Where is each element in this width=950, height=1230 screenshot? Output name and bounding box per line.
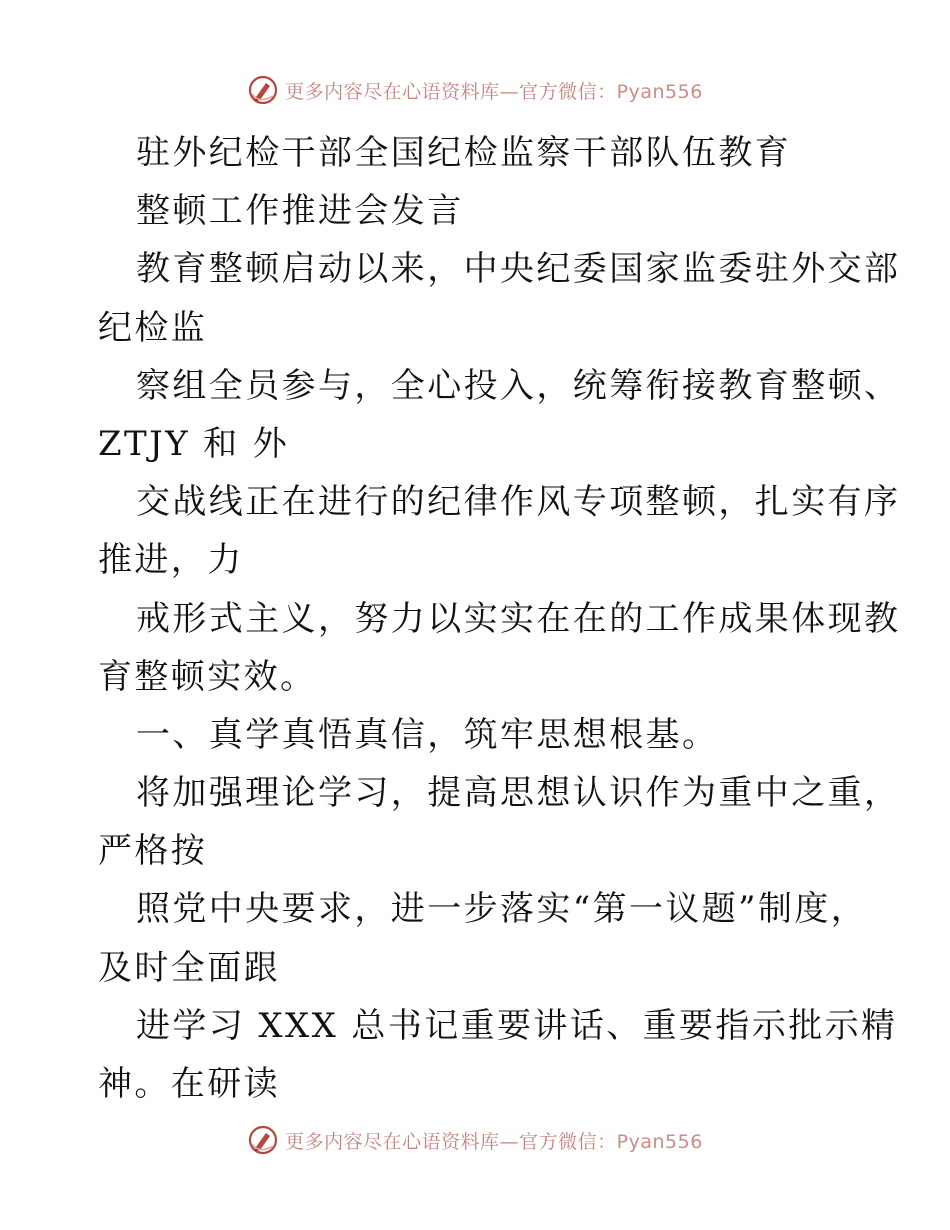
text-line: 育整顿实效。 xyxy=(98,656,317,697)
watermark-wechat-id: Pyan556 xyxy=(616,80,703,103)
watermark-text: 更多内容尽在心语资料库—官方微信： xyxy=(285,1130,617,1153)
text-line: 神。在研读 xyxy=(98,1064,280,1104)
pen-logo-icon xyxy=(247,74,279,106)
text-line: 戒形式主义，努力以实实在在的工作成果体现教 xyxy=(136,598,901,639)
pen-logo-icon xyxy=(247,1124,279,1156)
text-line: 严格按 xyxy=(98,831,208,872)
header-watermark xyxy=(0,70,950,110)
watermark-text: 更多内容尽在心语资料库—官方微信： xyxy=(285,80,617,103)
text-line: ZTJY 和 外 xyxy=(98,423,290,464)
text-line: 教育整顿启动以来，中央纪委国家监委驻外交部 xyxy=(136,249,901,290)
text-line: 整顿工作推进会发言 xyxy=(136,191,464,232)
text-line: 照党中央要求，进一步落实“第一议题”制度， xyxy=(136,889,868,930)
footer-watermark xyxy=(0,1120,950,1160)
text-line: 驻外纪检干部全国纪检监察干部队伍教育 xyxy=(136,133,792,173)
text-line: 将加强理论学习，提高思想认识作为重中之重， xyxy=(136,773,901,814)
text-line: 交战线正在进行的纪律作风专项整顿，扎实有序 xyxy=(136,482,901,523)
text-line: 进学习 XXX 总书记重要讲话、重要指示批示精 xyxy=(136,1005,898,1046)
text-line: 推进，力 xyxy=(98,540,244,581)
document-body xyxy=(98,124,901,1113)
text-line: 一、真学真悟真信，筑牢思想根基。 xyxy=(136,714,719,755)
text-line: 纪检监 xyxy=(98,307,208,348)
watermark-wechat-id: Pyan556 xyxy=(616,1130,703,1153)
text-line: 察组全员参与，全心投入，统筹衔接教育整顿、 xyxy=(136,365,901,406)
text-line: 及时全面跟 xyxy=(98,947,280,988)
